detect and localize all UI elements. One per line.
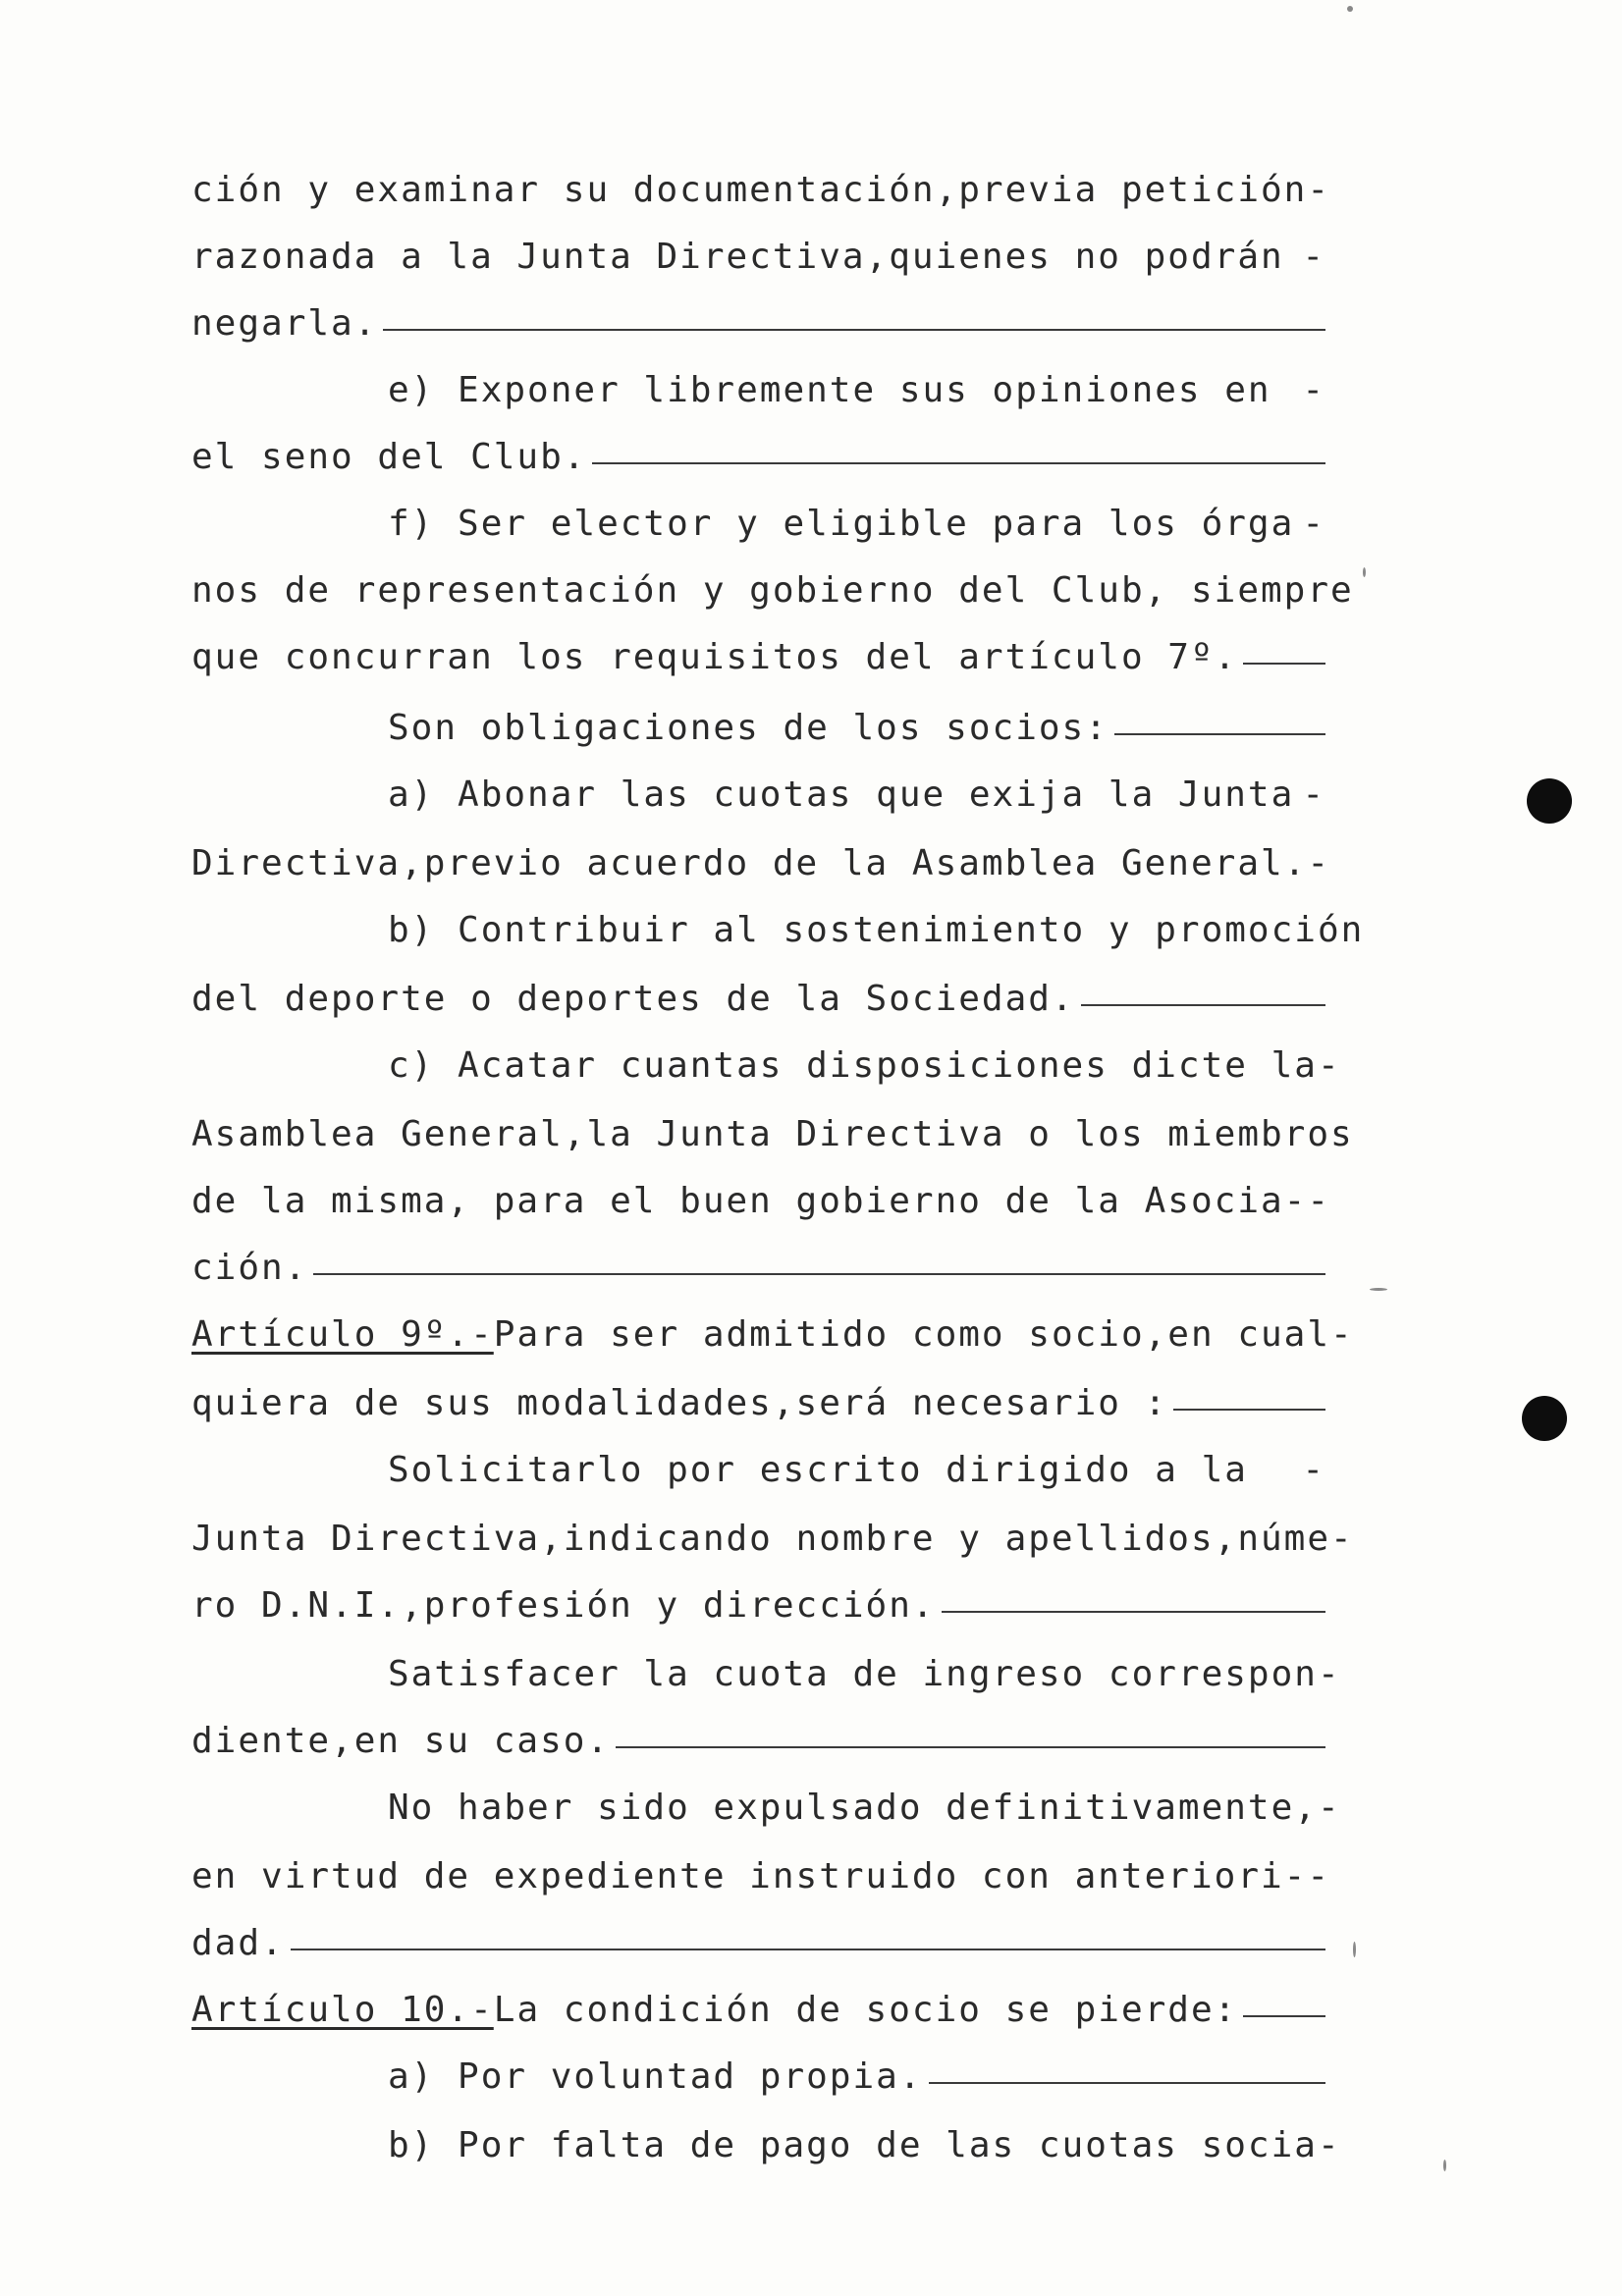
scan-speck	[1353, 1942, 1356, 1957]
line-text: que concurran los requisitos del artículo 7º.	[191, 637, 1238, 677]
scan-speck	[1363, 567, 1366, 577]
line-text: Junta Directiva,indicando nombre y apellidos,núme-	[191, 1519, 1354, 1559]
line-text: ción.	[191, 1248, 308, 1288]
text-line	[191, 1518, 1354, 1561]
text-line	[191, 1720, 1325, 1763]
text-line	[191, 842, 1331, 885]
text-line	[191, 1855, 1331, 1898]
text-line	[388, 774, 1325, 817]
punch-hole	[1527, 778, 1572, 824]
line-text: negarla.	[191, 303, 378, 344]
line-end-dash: -	[1307, 170, 1331, 210]
line-text: b) Por falta de pago de las cuotas socia-	[388, 2125, 1341, 2165]
text-line	[191, 302, 1325, 346]
text-line	[191, 1922, 1325, 1965]
text-line	[191, 1382, 1325, 1425]
line-end-dash: -	[1302, 774, 1325, 815]
fill-rule	[1173, 1409, 1325, 1411]
text-line	[388, 2056, 1325, 2099]
fill-rule	[616, 1746, 1325, 1748]
line-text: diente,en su caso.	[191, 1721, 611, 1761]
line-end-dash: -	[1302, 237, 1325, 277]
line-end-dash: -	[1302, 1450, 1325, 1490]
text-line	[191, 1584, 1325, 1628]
line-end-dash: -	[1307, 1856, 1331, 1896]
line-text: c) Acatar cuantas disposiciones dicte la-	[388, 1045, 1341, 1086]
line-text: el seno del Club.	[191, 437, 587, 477]
line-text: del deporte o deportes de la Sociedad.	[191, 979, 1075, 1019]
text-line	[191, 1113, 1354, 1156]
line-text: razonada a la Junta Directiva,quienes no podrán	[191, 237, 1284, 277]
line-end-dash: -	[1307, 843, 1331, 883]
text-line	[191, 169, 1331, 212]
fill-rule	[291, 1949, 1325, 1950]
line-text: en virtud de expediente instruido con anteriori-	[191, 1856, 1308, 1896]
text-line	[388, 1449, 1325, 1492]
line-text: quiera de sus modalidades,será necesario :	[191, 1383, 1168, 1423]
text-line	[388, 1653, 1341, 1696]
line-text: La condición de socio se pierde:	[493, 1990, 1238, 2030]
fill-rule	[592, 462, 1325, 464]
line-text: Para ser admitido como socio,en cual-	[493, 1314, 1354, 1355]
line-text: Satisfacer la cuota de ingreso correspon-	[388, 1654, 1341, 1694]
line-text: ro D.N.I.,profesión y dirección.	[191, 1585, 936, 1626]
text-line	[191, 436, 1325, 479]
line-end-dash: -	[1307, 1181, 1331, 1221]
text-line	[388, 1787, 1341, 1830]
text-line	[191, 1180, 1331, 1223]
text-line	[388, 369, 1325, 412]
fill-rule	[942, 1611, 1325, 1613]
text-line	[191, 978, 1325, 1021]
text-line	[191, 236, 1325, 279]
text-line	[388, 707, 1325, 750]
text-line	[191, 1247, 1325, 1290]
text-line	[191, 636, 1325, 679]
line-text: Asamblea General,la Junta Directiva o los miembros	[191, 1114, 1354, 1154]
line-text: Son obligaciones de los socios:	[388, 708, 1108, 748]
line-text: b) Contribuir al sostenimiento y promoción	[388, 910, 1365, 950]
scan-speck	[1370, 1288, 1387, 1291]
line-text: a) Abonar las cuotas que exija la Junta	[388, 774, 1295, 815]
punch-hole	[1522, 1396, 1567, 1441]
text-line	[191, 569, 1354, 613]
line-text: Solicitarlo por escrito dirigido a la	[388, 1450, 1248, 1490]
line-text: ción y examinar su documentación,previa petición	[191, 170, 1308, 210]
fill-rule	[1081, 1004, 1325, 1006]
scan-speck	[1443, 2160, 1446, 2171]
text-line	[388, 503, 1325, 546]
line-end-dash: -	[1302, 504, 1325, 544]
line-text: de la misma, para el buen gobierno de la Asocia-	[191, 1181, 1308, 1221]
fill-rule	[929, 2082, 1326, 2084]
article-10-heading: Artículo 10.-	[191, 1990, 494, 2030]
line-text: a) Por voluntad propia.	[388, 2056, 923, 2097]
text-line	[388, 1044, 1341, 1088]
line-end-dash: -	[1302, 370, 1325, 410]
article-9-line	[191, 1313, 1354, 1357]
fill-rule	[313, 1273, 1325, 1275]
fill-rule	[1114, 733, 1325, 735]
fill-rule	[1243, 663, 1325, 665]
article-9-heading: Artículo 9º.-	[191, 1314, 494, 1355]
line-text: No haber sido expulsado definitivamente,-	[388, 1788, 1341, 1828]
text-line	[388, 2124, 1341, 2167]
fill-rule	[383, 329, 1325, 331]
fill-rule	[1243, 2015, 1325, 2017]
line-text: e) Exponer libremente sus opiniones en	[388, 370, 1271, 410]
line-text: f) Ser elector y eligible para los órga	[388, 504, 1295, 544]
line-text: dad.	[191, 1923, 285, 1963]
article-10-line	[191, 1989, 1325, 2032]
line-text: Directiva,previo acuerdo de la Asamblea General.	[191, 843, 1308, 883]
scan-speck	[1347, 6, 1353, 12]
line-text: nos de representación y gobierno del Club, siempre	[191, 570, 1354, 611]
text-line	[388, 909, 1365, 952]
